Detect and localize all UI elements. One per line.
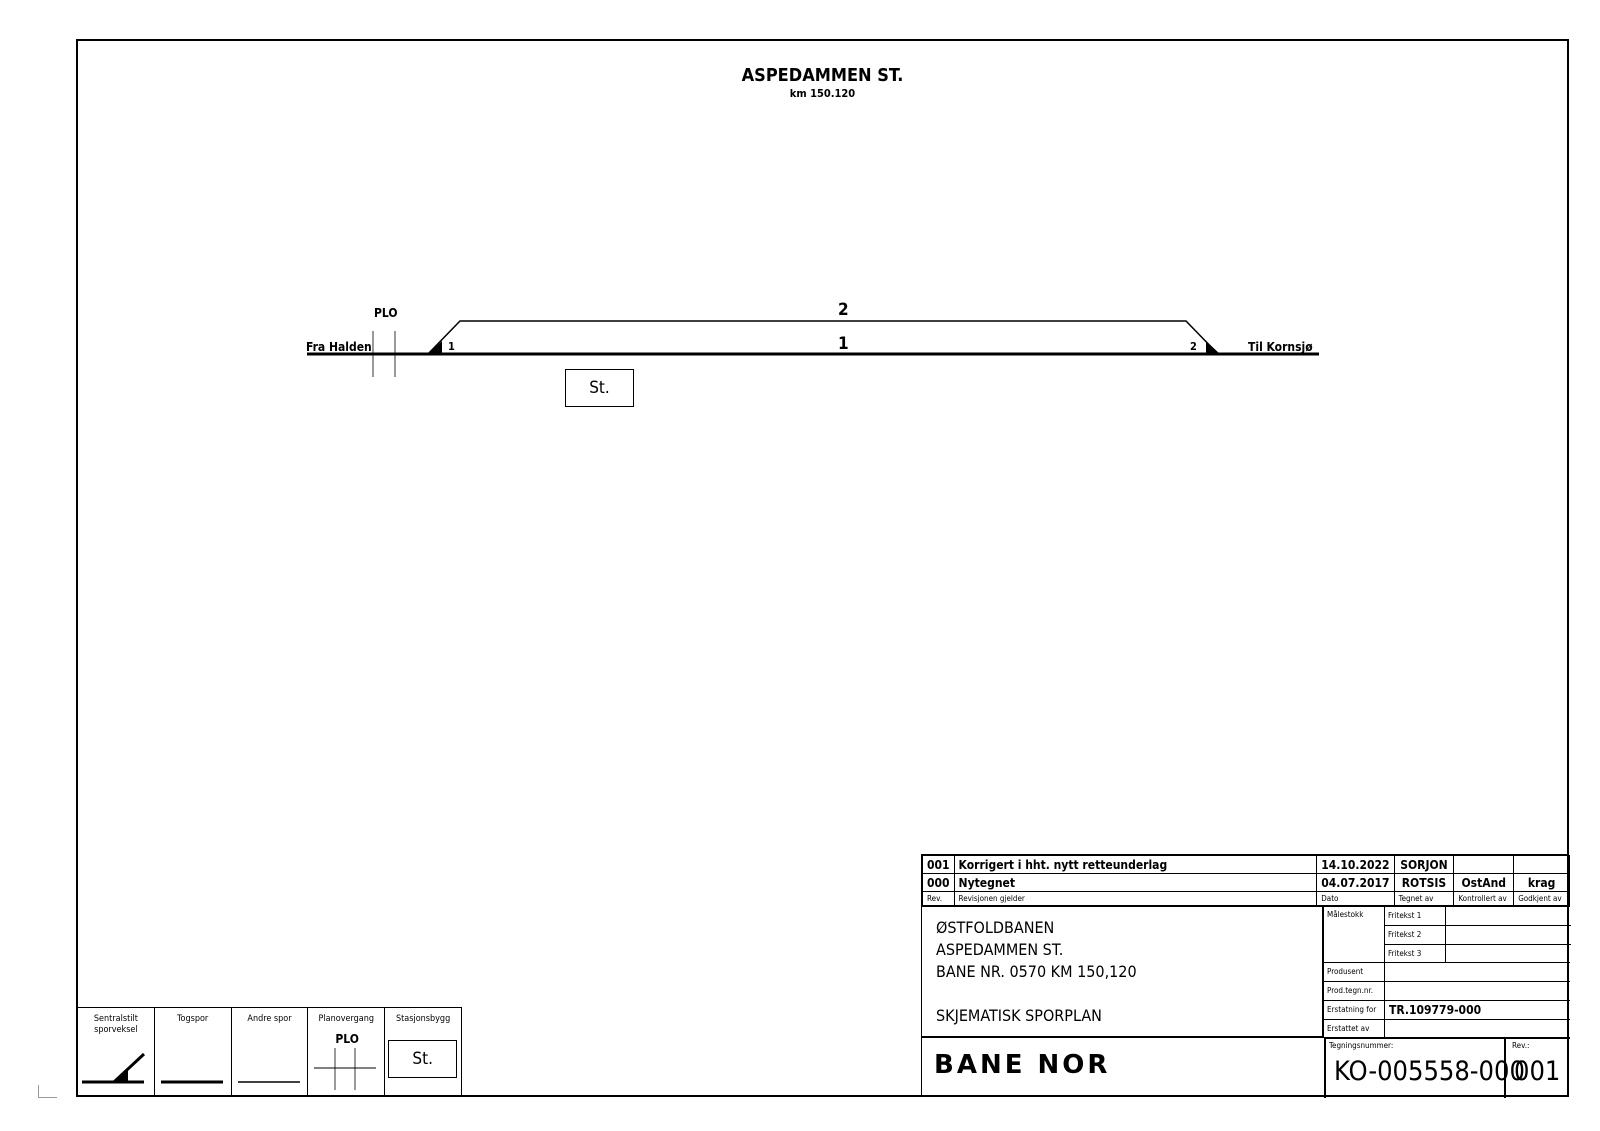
drawing-title: ASPEDAMMEN ST. — [741, 65, 904, 86]
drawing-number: KO-005558-000 — [1334, 1056, 1525, 1087]
project-line-3: BANE NR. 0570 KM 150,120 — [936, 962, 1137, 981]
track-1-label: 1 — [838, 334, 849, 354]
rev-cell: 000 — [923, 874, 955, 892]
fritekst-1-label: Fritekst 1 — [1388, 911, 1422, 920]
legend-item-planovergang — [308, 1008, 385, 1097]
main-track-symbol-icon — [155, 1048, 231, 1088]
rev-drawn-header: Tegnet av — [1394, 892, 1454, 906]
legend-station-box — [388, 1040, 457, 1078]
project-line-1: ØSTFOLDBANEN — [936, 918, 1055, 937]
rev-cell: 001 — [923, 856, 955, 874]
drawing-frame — [76, 39, 1569, 1097]
rev-date-header: Dato — [1317, 892, 1394, 906]
scale-label: Målestokk — [1327, 910, 1364, 919]
legend — [78, 1007, 462, 1097]
produsent-row — [1324, 963, 1570, 982]
switch-right-marker — [1206, 341, 1220, 354]
drawing-rev: 001 — [1514, 1056, 1561, 1087]
erstatning-label: Erstatning for — [1327, 1005, 1377, 1014]
legend-caption: Andre spor — [247, 1014, 292, 1024]
legend-item-togspor — [155, 1008, 232, 1097]
project-line-2: ASPEDAMMEN ST. — [936, 940, 1064, 959]
revision-table — [922, 855, 1570, 907]
drawing-number-label: Tegningsnummer: — [1329, 1041, 1394, 1050]
rev-date-cell: 04.07.2017 — [1317, 874, 1394, 892]
prod-tegnnr-row — [1324, 982, 1570, 1001]
switch-symbol-icon — [78, 1048, 154, 1088]
fritekst-2-label: Fritekst 2 — [1388, 930, 1422, 939]
fritekst-3-label: Fritekst 3 — [1388, 949, 1422, 958]
rev-drawn-cell: ROTSIS — [1394, 874, 1454, 892]
title-block — [921, 854, 1569, 1097]
rev-checked-cell — [1454, 856, 1514, 874]
legend-station-label: St. — [412, 1049, 433, 1069]
legend-caption: Togspor — [177, 1014, 209, 1024]
rev-checked-header: Kontrollert av — [1454, 892, 1514, 906]
other-track-symbol-icon — [232, 1048, 308, 1088]
project-info — [922, 906, 1324, 1038]
station-building-label: St. — [589, 378, 610, 398]
erstatning-value: TR.109779-000 — [1389, 1003, 1482, 1017]
project-line-4: SKJEMATISK SPORPLAN — [936, 1006, 1102, 1025]
prod-tegnnr-label: Prod.tegn.nr. — [1327, 986, 1373, 995]
erstattet-row — [1324, 1020, 1570, 1039]
rev-drawn-cell: SORJON — [1394, 856, 1454, 874]
drawing-subtitle: km 150.120 — [789, 87, 856, 100]
from-direction-label: Fra Halden — [306, 340, 372, 354]
rev-text-cell: Korrigert i hht. nytt retteunderlag — [954, 856, 1317, 874]
produsent-label: Produsent — [1327, 967, 1364, 976]
legend-caption: Planovergang — [318, 1014, 375, 1024]
rev-approved-cell: krag — [1514, 874, 1570, 892]
station-building — [565, 369, 634, 407]
rev-approved-header: Godkjent av — [1514, 892, 1570, 906]
to-direction-label: Til Kornsjø — [1248, 340, 1313, 354]
plo-label: PLO — [374, 306, 398, 320]
revision-header-row — [923, 892, 1570, 906]
legend-item-andre-spor — [232, 1008, 309, 1097]
legend-item-switch — [78, 1008, 155, 1097]
rev-header: Rev. — [923, 892, 955, 906]
table-row — [923, 856, 1570, 874]
level-crossing-symbol-icon — [308, 1046, 384, 1096]
scale-row — [1324, 906, 1570, 963]
erstatning-row — [1324, 1001, 1570, 1020]
rev-text-cell: Nytegnet — [954, 874, 1317, 892]
erstattet-label: Erstattet av — [1327, 1024, 1370, 1033]
rev-text-header: Revisjonen gjelder — [954, 892, 1317, 906]
drawing-rev-box — [1506, 1038, 1570, 1098]
legend-plo-label: PLO — [335, 1032, 359, 1046]
bane-nor-logo: BANE NOR — [934, 1050, 1111, 1080]
corner-mark — [38, 1085, 57, 1098]
rev-checked-cell: OstAnd — [1454, 874, 1514, 892]
rev-date-cell: 14.10.2022 — [1317, 856, 1394, 874]
legend-caption: Sentralstilt sporveksel — [93, 1014, 138, 1035]
legend-item-stasjonsbygg — [385, 1008, 461, 1097]
legend-caption: Stasjonsbygg — [395, 1014, 451, 1024]
table-row — [923, 874, 1570, 892]
switch-2-label: 2 — [1190, 340, 1197, 353]
siding-track-line — [428, 321, 1218, 354]
rev-approved-cell — [1514, 856, 1570, 874]
switch-1-label: 1 — [448, 340, 455, 353]
drawing-rev-label: Rev.: — [1512, 1041, 1530, 1050]
track-2-label: 2 — [838, 300, 849, 320]
